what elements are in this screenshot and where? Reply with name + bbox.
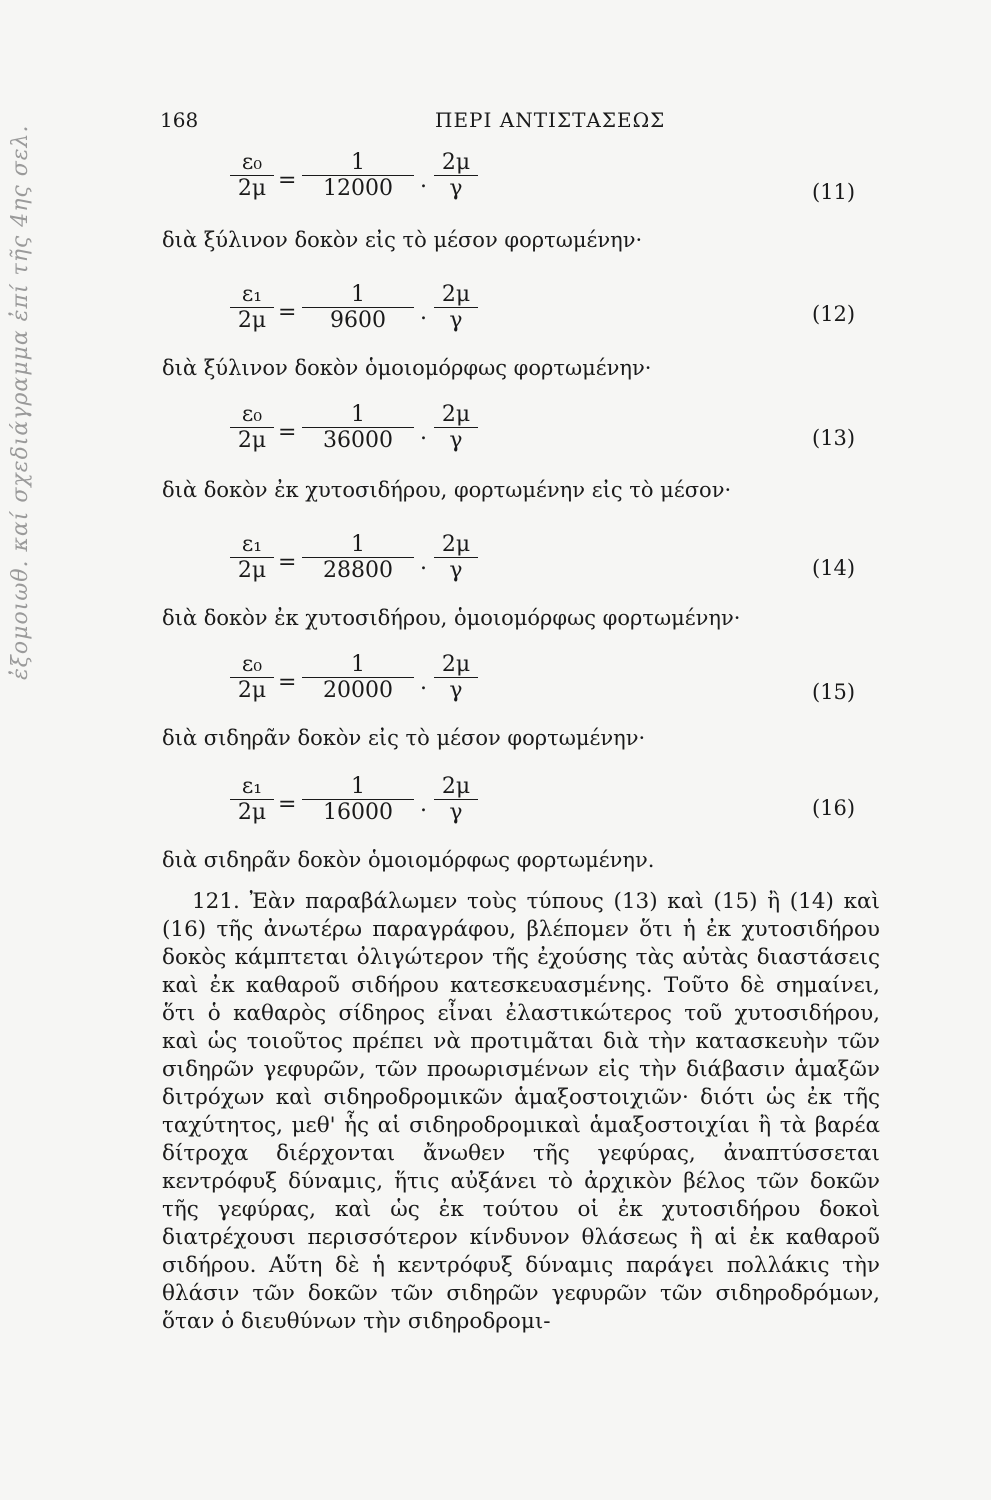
equation-11: $\frac{\text{ε₀}}{2\mu}$ = $\frac{1}{12000}$ . $\frac{2\mu}{\gamma}$: [230, 150, 730, 222]
equation-15: $\frac{\text{ε₀}}{2\mu}$ = $\frac{1}{20000}$ . $\frac{2\mu}{\gamma}$: [230, 652, 730, 724]
running-title: ΠΕΡΙ ΑΝΤΙΣΤΑΣΕΩΣ: [435, 108, 666, 132]
paragraph-text: 121. Ἐὰν παραβάλωμεν τοὺς τύπους (13) καὶ (15) ἢ (14) καὶ (16) τῆς ἀνωτέρω παραγράφου, βλέπομεν ὅτι ἡ ἐκ χυτοσιδήρου δοκὸς κάμπτεται ὀλιγώτερον τῆς ἐχούσης τὰς αὐτὰς διαστάσεις καὶ ἐκ καθαροῦ σιδήρου κατεσκευασμένης. Τοῦτο δὲ σημαίνει, ὅτι ὁ καθαρὸς σίδηρος εἶναι ἐλαστικώτερος τοῦ χυτοσιδήρου, καὶ ὡς τοιοῦτος πρέπει νὰ προτιμᾶται διὰ τὴν κατασκευὴν τῶν σιδηρῶν γεφυρῶν, τῶν προωρισμένων εἰς τὴν διάβασιν ἁμαξῶν διτρόχων καὶ σιδηροδρομικῶν ἁμαξοστοιχιῶν· διότι ὡς ἐκ τῆς ταχύτητος, μεθ' ἧς αἱ σιδηροδρομικαὶ ἁμαξοστοιχίαι ἢ τὰ βαρέα δίτροχα διέρχονται ἄνωθεν τῆς γεφύρας, ἀναπτύσσεται κεντρόφυξ δύναμις, ἥτις αὐξάνει τὸ ἀρχικὸν βέλος τῶν δοκῶν τῆς γεφύρας, καὶ ὡς ἐκ τούτου οἱ ἐκ χυτοσιδήρου δοκοὶ διατρέχουσι περισσότερον κίνδυνον θλάσεως ἢ αἱ ἐκ καθαροῦ σιδήρου. Αὕτη δὲ ἡ κεντρόφυξ δύναμις παράγει πολλάκις τὴν θλάσιν τῶν δοκῶν τῶν σιδηρῶν γεφυρῶν τῶν σιδηροδρόμων, ὅταν ὁ διευθύνων τὴν σιδηροδρομι-: [162, 889, 880, 1334]
handwritten-margin-note: ἐξομοιωθ. καί σχεδιάγραμμα ἐπί τῆς 4ης σελ.: [8, 124, 33, 680]
coefficient-fraction: $\frac{1}{9600}$: [302, 282, 414, 333]
equation-caption: διὰ σιδηρᾶν δοκὸν εἰς τὸ μέσον φορτωμένην·: [162, 726, 646, 750]
equation-12: $\frac{\text{ε₁}}{2\mu}$ = $\frac{1}{9600}$ . $\frac{2\mu}{\gamma}$: [230, 282, 730, 354]
equation-number: (11): [812, 180, 856, 204]
rhs-fraction: $\frac{2\mu}{\gamma}$: [434, 532, 478, 583]
lhs-fraction: $\frac{\text{ε₀}}{2\mu}$: [230, 402, 274, 453]
equation-number: (14): [812, 556, 856, 580]
equation-caption: διὰ ξύλινον δοκὸν ὁμοιομόρφως φορτωμένην·: [162, 356, 652, 380]
equation-13: $\frac{\text{ε₀}}{2\mu}$ = $\frac{1}{36000}$ . $\frac{2\mu}{\gamma}$: [230, 402, 730, 474]
equation-caption: διὰ ξύλινον δοκὸν εἰς τὸ μέσον φορτωμένην·: [162, 228, 643, 252]
lhs-fraction: $\frac{\text{ε₁}}{2\mu}$: [230, 532, 274, 583]
coefficient-fraction: $\frac{1}{20000}$: [302, 652, 414, 703]
coefficient-fraction: $\frac{1}{36000}$: [302, 402, 414, 453]
page-number: 168: [160, 108, 199, 132]
equation-number: (13): [812, 426, 856, 450]
equation-number: (12): [812, 302, 856, 326]
rhs-fraction: $\frac{2\mu}{\gamma}$: [434, 282, 478, 333]
equation-caption: διὰ δοκὸν ἐκ χυτοσιδήρου, ὁμοιομόρφως φορτωμένην·: [162, 606, 741, 630]
lhs-fraction: $\frac{\text{ε₀}}{2\mu}$: [230, 150, 274, 201]
page-header: [160, 108, 880, 138]
rhs-fraction: $\frac{2\mu}{\gamma}$: [434, 150, 478, 201]
lhs-fraction: $\frac{\text{ε₁}}{2\mu}$: [230, 774, 274, 825]
equation-number: (16): [812, 796, 856, 820]
equation-number: (15): [812, 680, 856, 704]
equation-caption: διὰ δοκὸν ἐκ χυτοσιδήρου, φορτωμένην εἰς τὸ μέσον·: [162, 478, 732, 502]
coefficient-fraction: $\frac{1}{16000}$: [302, 774, 414, 825]
rhs-fraction: $\frac{2\mu}{\gamma}$: [434, 652, 478, 703]
lhs-fraction: $\frac{\text{ε₀}}{2\mu}$: [230, 652, 274, 703]
rhs-fraction: $\frac{2\mu}{\gamma}$: [434, 774, 478, 825]
body-paragraph-121: [162, 888, 880, 1336]
coefficient-fraction: $\frac{1}{28800}$: [302, 532, 414, 583]
lhs-fraction: $\frac{\text{ε₁}}{2\mu}$: [230, 282, 274, 333]
equation-16: $\frac{\text{ε₁}}{2\mu}$ = $\frac{1}{16000}$ . $\frac{2\mu}{\gamma}$: [230, 774, 730, 846]
coefficient-fraction: $\frac{1}{12000}$: [302, 150, 414, 201]
equation-caption: διὰ σιδηρᾶν δοκὸν ὁμοιομόρφως φορτωμένην.: [162, 848, 655, 872]
rhs-fraction: $\frac{2\mu}{\gamma}$: [434, 402, 478, 453]
equation-14: $\frac{\text{ε₁}}{2\mu}$ = $\frac{1}{28800}$ . $\frac{2\mu}{\gamma}$: [230, 532, 730, 604]
